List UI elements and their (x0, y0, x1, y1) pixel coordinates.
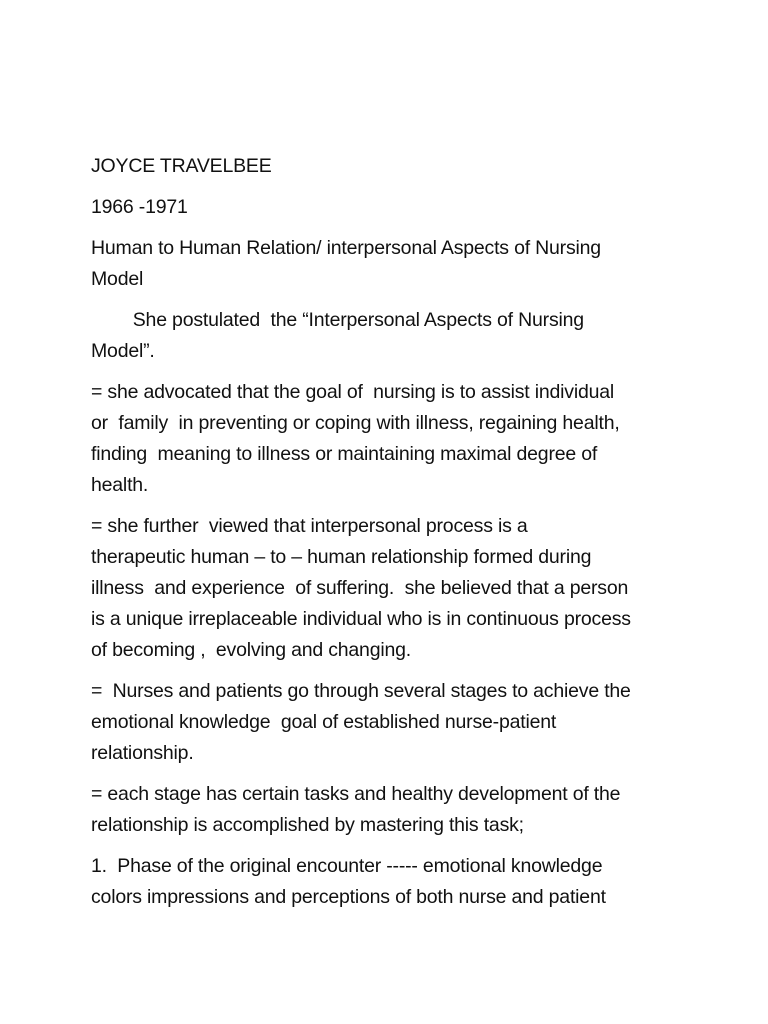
text-line: Model (91, 268, 144, 290)
text-line: therapeutic human – to – human relationship formed during (91, 546, 592, 568)
title-line: JOYCE TRAVELBEE (91, 155, 272, 177)
text-line: finding meaning to illness or maintaining maximal degree of (91, 443, 598, 465)
paragraph-stages (91, 676, 691, 769)
paragraph-interpersonal-process (91, 511, 691, 666)
text-line: Human to Human Relation/ interpersonal Aspects of Nursing (91, 237, 601, 259)
years-line: 1966 -1971 (91, 196, 188, 218)
text-line: = she advocated that the goal of nursing is to assist individual (91, 381, 615, 403)
text-line: is a unique irreplaceable individual who is in continuous process (91, 608, 631, 630)
document-years (91, 192, 691, 223)
text-line: = each stage has certain tasks and healthy development of the (91, 783, 621, 805)
text-line: = she further viewed that interpersonal process is a (91, 515, 528, 537)
text-line: She postulated the “Interpersonal Aspects of Nursing (91, 309, 584, 331)
text-line: emotional knowledge goal of established nurse-patient (91, 711, 557, 733)
text-line: Model”. (91, 340, 155, 362)
text-line: or family in preventing or coping with illness, regaining health, (91, 412, 620, 434)
text-line: of becoming , evolving and changing. (91, 639, 411, 661)
paragraph-tasks (91, 779, 691, 841)
text-line: relationship. (91, 742, 194, 764)
document-body (91, 151, 691, 923)
paragraph-goal (91, 377, 691, 501)
text-line: = Nurses and patients go through several stages to achieve the (91, 680, 631, 702)
text-line: illness and experience of suffering. she believed that a person (91, 577, 629, 599)
document-title (91, 151, 691, 182)
text-line: colors impressions and perceptions of both nurse and patient (91, 886, 606, 908)
text-line: health. (91, 474, 149, 496)
text-line: 1. Phase of the original encounter ----- emotional knowledge (91, 855, 603, 877)
paragraph-postulated (91, 305, 691, 367)
paragraph-phase-one (91, 851, 691, 913)
paragraph-model-name (91, 233, 691, 295)
text-line: relationship is accomplished by mastering this task; (91, 814, 524, 836)
